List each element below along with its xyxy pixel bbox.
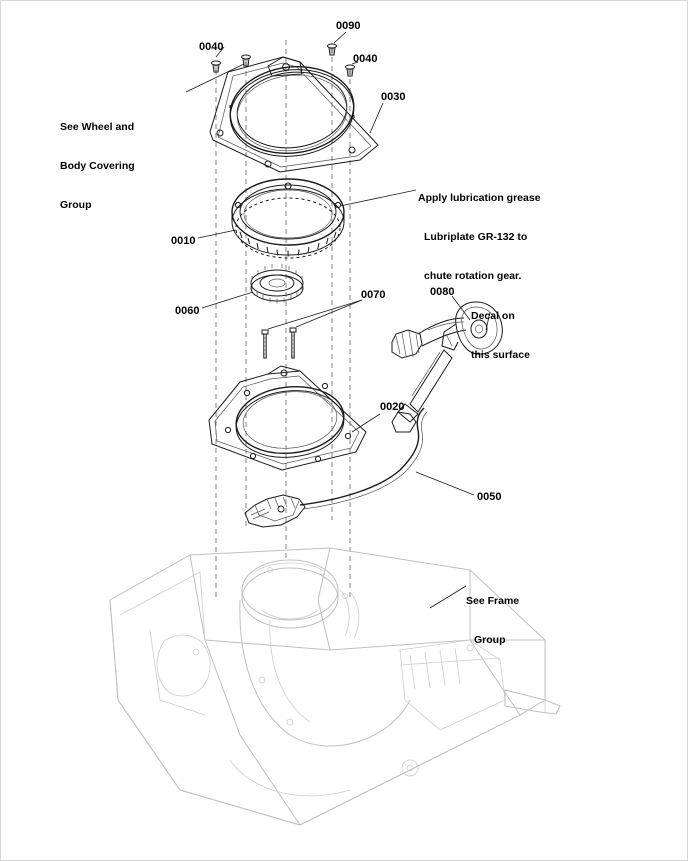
part-number-0080: 0080: [430, 286, 455, 298]
note-decal: [471, 284, 581, 388]
part-number-0010: 0010: [171, 235, 196, 247]
part-number-0060: 0060: [175, 305, 200, 317]
part-number-0050: 0050: [477, 491, 502, 503]
part-0050-remote-chute-control: [245, 302, 502, 527]
note-line: this surface: [471, 349, 530, 361]
part-0070-bolts: [262, 328, 296, 358]
note-line: Apply lubrication grease: [418, 192, 541, 204]
note-line: See Frame: [466, 595, 520, 607]
note-frame-group: [466, 569, 576, 673]
part-0060-pinion-gear: [251, 264, 303, 304]
alignment-dashed-lines: [216, 40, 350, 600]
part-number-0090: 0090: [336, 20, 361, 32]
part-0020-chute-base: [209, 366, 366, 470]
part-number-0020: 0020: [380, 401, 405, 413]
leader-lines: [186, 32, 490, 608]
note-line: Decal on: [471, 310, 515, 322]
note-line: Group: [60, 199, 92, 211]
part-0010-rotation-gear-ring: [232, 179, 344, 258]
part-number-0070: 0070: [361, 289, 386, 301]
note-line: Lubriplate GR-132 to: [424, 231, 528, 243]
note-line: Body Covering: [60, 160, 135, 172]
note-wheel-body-covering: [60, 95, 200, 238]
part-number-0040-right: 0040: [353, 53, 378, 65]
part-0030-chute-adapter: [210, 57, 378, 172]
note-line: chute rotation gear.: [424, 270, 522, 282]
part-number-0040-left: 0040: [199, 41, 224, 53]
note-line: See Wheel and: [60, 121, 135, 133]
note-line: Group: [474, 634, 506, 646]
part-number-0030: 0030: [381, 91, 406, 103]
